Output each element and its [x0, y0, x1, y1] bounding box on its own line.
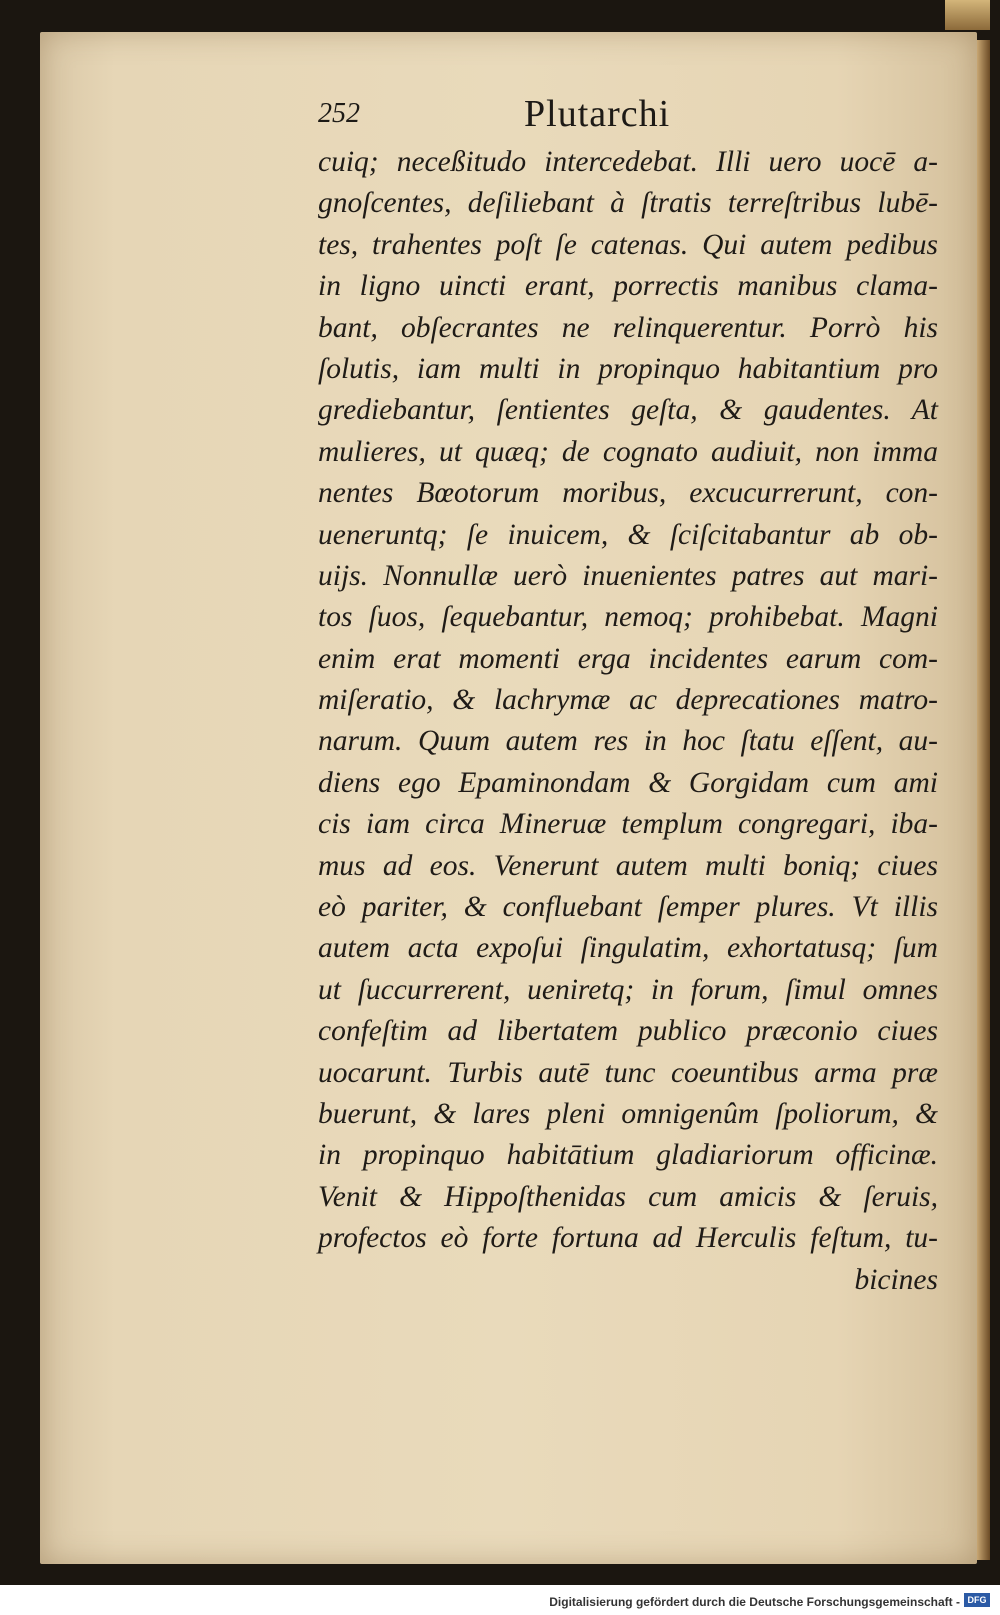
dfg-logo-icon: DFG — [964, 1593, 990, 1607]
footer-bar — [0, 1585, 1000, 1615]
text-line: narum. Quum autem res in hoc ſtatu eſſent, au- — [318, 725, 938, 758]
text-line: ſolutis, iam multi in propinquo habitantium pro — [318, 352, 938, 385]
text-line: tes, trahentes poſt ſe catenas. Qui autem pedibus — [318, 228, 938, 261]
funding-credit: Digitalisierung gefördert durch die Deutsche Forschungsgemeinschaft - — [549, 1595, 960, 1609]
text-line: enim erat momenti erga incidentes earum com- — [318, 642, 938, 675]
text-line: cuiq; neceßitudo intercedebat. Illi uero uocē a- — [318, 146, 938, 178]
text-line: bant, obſecrantes ne relinquerentur. Porrò his — [318, 311, 938, 344]
page-header — [318, 92, 918, 142]
text-line: Venit & Hippoſthenidas cum amicis & ſeruis, — [318, 1180, 938, 1213]
text-line: autem acta expoſui ſingulatim, exhortatusq; ſum — [318, 932, 938, 965]
body-text — [318, 142, 938, 1301]
book-edge-top — [945, 0, 990, 30]
text-line: eò pariter, & confluebant ſemper plures. Vt illis — [318, 891, 938, 924]
text-line: mulieres, ut quæq; de cognato audiuit, non imma — [318, 435, 938, 468]
text-line: cis iam circa Mineruæ templum congregari, iba- — [318, 808, 938, 841]
text-line: confeſtim ad libertatem publico præconio ciues — [318, 1015, 938, 1048]
text-line: profectos eò forte fortuna ad Herculis feſtum, tu- — [318, 1222, 938, 1255]
text-line: tos ſuos, ſequebantur, nemoq; prohibebat. Magni — [318, 601, 938, 634]
text-line: buerunt, & lares pleni omnigenûm ſpoliorum, & — [318, 1097, 938, 1130]
text-line: diens ego Epaminondam & Gorgidam cum ami — [318, 766, 938, 799]
running-title: Plutarchi — [524, 93, 671, 135]
text-line: uijs. Nonnullæ uerò inuenientes patres aut mari- — [318, 559, 938, 592]
page-number: 252 — [318, 98, 360, 129]
text-line: nentes Bœotorum moribus, excucurrerunt, con- — [318, 477, 938, 510]
text-line: in propinquo habitātium gladiariorum officinæ. — [318, 1139, 938, 1172]
catchword: bicines — [854, 1263, 938, 1296]
text-line: ut ſuccurrerent, ueniretq; in forum, ſimul omnes — [318, 973, 938, 1006]
text-line: in ligno uincti erant, porrectis manibus clama- — [318, 270, 938, 303]
text-line: uocarunt. Turbis autē tunc coeuntibus arma præ — [318, 1056, 938, 1089]
text-line: gnoſcentes, deſiliebant à ſtratis terreſtribus lubē- — [318, 187, 938, 220]
text-line: ueneruntq; ſe inuicem, & ſciſcitabantur ab ob- — [318, 518, 938, 551]
text-line: miſeratio, & lachrymæ ac deprecationes matro- — [318, 684, 938, 717]
text-line: mus ad eos. Venerunt autem multi boniq; ciues — [318, 849, 938, 882]
text-line: grediebantur, ſentientes geſta, & gaudentes. At — [318, 394, 938, 427]
